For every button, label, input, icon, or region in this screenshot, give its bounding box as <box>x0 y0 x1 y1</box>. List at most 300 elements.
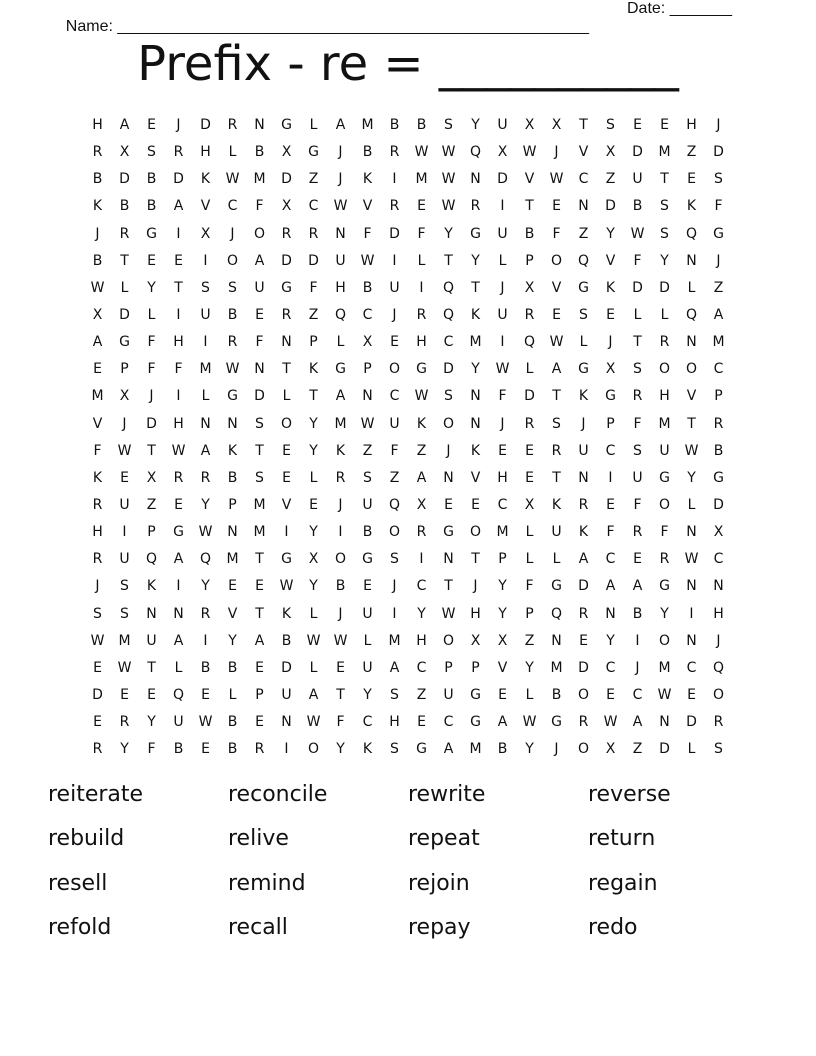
grid-letter[interactable]: S <box>201 279 210 296</box>
grid-letter[interactable]: C <box>443 714 454 731</box>
grid-letter[interactable]: R <box>578 714 589 731</box>
grid-letter[interactable]: G <box>659 469 670 486</box>
grid-letter[interactable]: W <box>279 578 294 595</box>
grid-letter[interactable]: T <box>255 605 264 622</box>
grid-letter[interactable]: V <box>227 605 238 622</box>
grid-letter[interactable]: J <box>95 225 100 242</box>
grid-letter[interactable]: S <box>255 469 264 486</box>
grid-letter[interactable]: Y <box>498 605 507 622</box>
grid-letter[interactable]: O <box>388 524 401 541</box>
grid-letter[interactable]: J <box>500 415 505 432</box>
grid-letter[interactable]: N <box>686 524 697 541</box>
grid-letter[interactable]: E <box>255 714 264 731</box>
grid-letter[interactable]: I <box>284 524 289 541</box>
grid-letter[interactable]: Y <box>309 524 318 541</box>
grid-letter[interactable]: Y <box>525 659 534 676</box>
grid-letter[interactable]: Q <box>334 306 347 323</box>
grid-letter[interactable]: O <box>658 496 671 513</box>
grid-letter[interactable]: B <box>200 659 211 676</box>
grid-letter[interactable]: B <box>632 605 643 622</box>
grid-letter[interactable]: P <box>444 659 453 676</box>
grid-letter[interactable]: T <box>255 551 264 568</box>
grid-letter[interactable]: O <box>658 361 671 378</box>
grid-letter[interactable]: F <box>93 442 102 459</box>
grid-letter[interactable]: U <box>146 632 157 649</box>
grid-letter[interactable]: N <box>254 361 265 378</box>
grid-letter[interactable]: G <box>416 361 427 378</box>
grid-letter[interactable]: B <box>254 144 265 161</box>
grid-letter[interactable]: M <box>253 171 266 188</box>
grid-letter[interactable]: P <box>606 415 615 432</box>
grid-letter[interactable]: C <box>605 442 616 459</box>
grid-letter[interactable]: K <box>92 198 103 215</box>
grid-letter[interactable]: J <box>554 741 559 758</box>
grid-letter[interactable]: X <box>470 632 481 649</box>
grid-letter[interactable]: D <box>281 171 292 188</box>
grid-letter[interactable]: E <box>606 496 615 513</box>
grid-letter[interactable]: L <box>228 686 237 703</box>
grid-letter[interactable]: N <box>362 388 373 405</box>
grid-letter[interactable]: F <box>498 388 507 405</box>
grid-letter[interactable]: C <box>578 171 589 188</box>
grid-letter[interactable]: E <box>201 686 210 703</box>
grid-letter[interactable]: D <box>443 361 454 378</box>
grid-letter[interactable]: S <box>120 605 129 622</box>
grid-letter[interactable]: I <box>176 225 181 242</box>
grid-letter[interactable]: R <box>92 144 103 161</box>
grid-letter[interactable]: G <box>713 469 724 486</box>
grid-letter[interactable]: K <box>551 496 562 513</box>
grid-letter[interactable]: Q <box>199 551 212 568</box>
grid-letter[interactable]: C <box>632 686 643 703</box>
grid-letter[interactable]: A <box>173 632 184 649</box>
grid-letter[interactable]: G <box>362 551 373 568</box>
grid-letter[interactable]: L <box>282 388 291 405</box>
grid-letter[interactable]: A <box>200 442 211 459</box>
grid-letter[interactable]: O <box>253 225 266 242</box>
grid-letter[interactable]: F <box>147 361 156 378</box>
grid-letter[interactable]: C <box>713 361 724 378</box>
grid-letter[interactable]: V <box>200 198 211 215</box>
grid-letter[interactable]: I <box>392 605 397 622</box>
grid-letter[interactable]: R <box>227 334 238 351</box>
grid-letter[interactable]: E <box>147 252 156 269</box>
grid-letter[interactable]: W <box>198 524 213 541</box>
grid-letter[interactable]: A <box>497 714 508 731</box>
grid-letter[interactable]: R <box>524 306 535 323</box>
grid-letter[interactable]: X <box>605 144 616 161</box>
grid-letter[interactable]: W <box>225 171 240 188</box>
grid-letter[interactable]: O <box>577 741 590 758</box>
grid-letter[interactable]: C <box>443 334 454 351</box>
grid-letter[interactable]: K <box>362 741 373 758</box>
grid-letter[interactable]: F <box>525 578 534 595</box>
grid-letter[interactable]: J <box>716 117 721 133</box>
grid-letter[interactable]: L <box>579 334 588 351</box>
grid-letter[interactable]: S <box>120 578 129 595</box>
grid-letter[interactable]: C <box>497 496 508 513</box>
grid-letter[interactable]: U <box>119 496 130 513</box>
grid-letter[interactable]: K <box>686 198 697 215</box>
grid-letter[interactable]: P <box>714 388 723 405</box>
grid-letter[interactable]: R <box>524 415 535 432</box>
grid-letter[interactable]: K <box>227 442 238 459</box>
grid-letter[interactable]: J <box>716 252 721 269</box>
grid-letter[interactable]: G <box>551 714 562 731</box>
grid-letter[interactable]: H <box>335 279 346 296</box>
grid-letter[interactable]: Z <box>308 171 319 188</box>
grid-letter[interactable]: J <box>122 415 127 432</box>
grid-letter[interactable]: Q <box>442 306 455 323</box>
grid-letter[interactable]: Y <box>525 741 534 758</box>
grid-letter[interactable]: R <box>119 225 130 242</box>
grid-letter[interactable]: Y <box>687 469 696 486</box>
grid-letter[interactable]: I <box>500 198 505 215</box>
grid-letter[interactable]: R <box>200 469 211 486</box>
grid-letter[interactable]: T <box>174 279 183 296</box>
grid-letter[interactable]: R <box>173 469 184 486</box>
grid-letter[interactable]: Z <box>605 171 616 188</box>
grid-letter[interactable]: E <box>147 117 156 133</box>
grid-letter[interactable]: D <box>713 144 724 161</box>
grid-letter[interactable]: H <box>416 334 427 351</box>
grid-letter[interactable]: N <box>200 415 211 432</box>
grid-letter[interactable]: M <box>658 144 671 161</box>
grid-letter[interactable]: A <box>119 117 130 133</box>
grid-letter[interactable]: A <box>254 632 265 649</box>
grid-letter[interactable]: L <box>363 632 372 649</box>
grid-letter[interactable]: O <box>280 415 293 432</box>
grid-letter[interactable]: Q <box>172 686 185 703</box>
grid-letter[interactable]: G <box>416 741 427 758</box>
grid-letter[interactable]: T <box>309 388 318 405</box>
grid-letter[interactable]: B <box>524 225 535 242</box>
grid-letter[interactable]: Y <box>471 117 480 133</box>
grid-letter[interactable]: E <box>201 741 210 758</box>
grid-letter[interactable]: N <box>173 605 184 622</box>
grid-letter[interactable]: U <box>443 686 454 703</box>
grid-letter[interactable]: O <box>469 524 482 541</box>
grid-letter[interactable]: J <box>149 388 154 405</box>
grid-letter[interactable]: R <box>416 306 427 323</box>
grid-letter[interactable]: H <box>200 144 211 161</box>
grid-letter[interactable]: Q <box>469 144 482 161</box>
grid-letter[interactable]: B <box>416 117 427 133</box>
grid-letter[interactable]: M <box>550 659 563 676</box>
grid-letter[interactable]: Z <box>146 496 157 513</box>
grid-letter[interactable]: C <box>362 306 373 323</box>
grid-letter[interactable]: R <box>713 415 724 432</box>
grid-letter[interactable]: Z <box>686 144 697 161</box>
grid-letter[interactable]: E <box>687 686 696 703</box>
grid-letter[interactable]: B <box>713 442 724 459</box>
grid-letter[interactable]: F <box>417 225 426 242</box>
grid-letter[interactable]: J <box>716 632 721 649</box>
grid-letter[interactable]: A <box>551 361 562 378</box>
grid-letter[interactable]: X <box>119 388 130 405</box>
grid-letter[interactable]: G <box>173 524 184 541</box>
grid-letter[interactable]: Q <box>523 334 536 351</box>
grid-letter[interactable]: T <box>255 442 264 459</box>
grid-letter[interactable]: Y <box>336 741 345 758</box>
grid-letter[interactable]: R <box>578 605 589 622</box>
grid-letter[interactable]: W <box>225 361 240 378</box>
grid-letter[interactable]: W <box>198 714 213 731</box>
grid-letter[interactable]: C <box>605 659 616 676</box>
grid-letter[interactable]: Q <box>685 225 698 242</box>
grid-letter[interactable]: T <box>471 551 480 568</box>
grid-letter[interactable]: K <box>281 605 292 622</box>
grid-letter[interactable]: D <box>524 388 535 405</box>
grid-letter[interactable]: U <box>335 252 346 269</box>
grid-letter[interactable]: I <box>500 334 505 351</box>
grid-letter[interactable]: U <box>119 551 130 568</box>
grid-letter[interactable]: L <box>309 659 318 676</box>
grid-letter[interactable]: M <box>469 334 482 351</box>
grid-letter[interactable]: F <box>633 252 642 269</box>
grid-letter[interactable]: D <box>119 171 130 188</box>
grid-letter[interactable]: L <box>687 741 696 758</box>
grid-letter[interactable]: E <box>417 714 426 731</box>
grid-letter[interactable]: M <box>415 171 428 188</box>
grid-letter[interactable]: O <box>388 361 401 378</box>
grid-letter[interactable]: J <box>554 144 559 161</box>
grid-letter[interactable]: I <box>608 469 613 486</box>
grid-letter[interactable]: M <box>658 659 671 676</box>
grid-letter[interactable]: W <box>684 442 699 459</box>
grid-letter[interactable]: V <box>686 388 697 405</box>
grid-letter[interactable]: F <box>363 225 372 242</box>
grid-letter[interactable]: D <box>173 171 184 188</box>
grid-letter[interactable]: D <box>578 659 589 676</box>
grid-letter[interactable]: Y <box>147 279 156 296</box>
grid-letter[interactable]: K <box>605 279 616 296</box>
grid-letter[interactable]: C <box>362 714 373 731</box>
grid-letter[interactable]: S <box>660 198 669 215</box>
grid-letter[interactable]: J <box>338 171 343 188</box>
grid-letter[interactable]: N <box>686 334 697 351</box>
grid-letter[interactable]: S <box>444 388 453 405</box>
grid-letter[interactable]: E <box>444 496 453 513</box>
grid-letter[interactable]: Y <box>606 632 615 649</box>
grid-letter[interactable]: I <box>284 741 289 758</box>
grid-letter[interactable]: T <box>282 361 291 378</box>
grid-letter[interactable]: L <box>552 551 561 568</box>
grid-letter[interactable]: N <box>335 225 346 242</box>
grid-letter[interactable]: G <box>578 279 589 296</box>
grid-letter[interactable]: F <box>174 361 183 378</box>
grid-letter[interactable]: I <box>203 252 208 269</box>
grid-letter[interactable]: H <box>92 524 103 541</box>
grid-letter[interactable]: B <box>146 198 157 215</box>
grid-letter[interactable]: E <box>363 578 372 595</box>
grid-letter[interactable]: W <box>441 171 456 188</box>
grid-letter[interactable]: X <box>605 741 616 758</box>
grid-letter[interactable]: B <box>146 171 157 188</box>
grid-letter[interactable]: E <box>606 306 615 323</box>
grid-letter[interactable]: B <box>227 714 238 731</box>
grid-letter[interactable]: K <box>416 415 427 432</box>
grid-letter[interactable]: E <box>579 632 588 649</box>
grid-letter[interactable]: D <box>632 144 643 161</box>
grid-letter[interactable]: R <box>92 741 103 758</box>
grid-letter[interactable]: W <box>90 632 105 649</box>
grid-letter[interactable]: A <box>713 306 724 323</box>
grid-letter[interactable]: F <box>336 714 345 731</box>
grid-letter[interactable]: D <box>497 171 508 188</box>
grid-letter[interactable]: N <box>578 469 589 486</box>
grid-letter[interactable]: U <box>632 469 643 486</box>
grid-letter[interactable]: Y <box>228 632 237 649</box>
grid-letter[interactable]: G <box>470 225 481 242</box>
grid-letter[interactable]: Y <box>606 225 615 242</box>
grid-letter[interactable]: E <box>309 496 318 513</box>
grid-letter[interactable]: R <box>470 198 481 215</box>
grid-letter[interactable]: B <box>173 741 184 758</box>
grid-letter[interactable]: N <box>443 551 454 568</box>
grid-letter[interactable]: H <box>416 632 427 649</box>
grid-letter[interactable]: D <box>119 306 130 323</box>
grid-letter[interactable]: B <box>362 279 373 296</box>
grid-letter[interactable]: E <box>255 306 264 323</box>
grid-letter[interactable]: H <box>497 469 508 486</box>
grid-letter[interactable]: M <box>91 388 104 405</box>
grid-letter[interactable]: D <box>632 279 643 296</box>
grid-letter[interactable]: S <box>714 741 723 758</box>
grid-letter[interactable]: L <box>309 469 318 486</box>
grid-letter[interactable]: I <box>176 578 181 595</box>
grid-letter[interactable]: A <box>173 551 184 568</box>
grid-letter[interactable]: X <box>551 117 562 133</box>
grid-letter[interactable]: D <box>713 496 724 513</box>
grid-letter[interactable]: W <box>603 714 618 731</box>
grid-letter[interactable]: C <box>416 578 427 595</box>
grid-letter[interactable]: S <box>606 117 615 133</box>
grid-letter[interactable]: A <box>632 714 643 731</box>
grid-letter[interactable]: S <box>228 279 237 296</box>
grid-letter[interactable]: L <box>120 279 129 296</box>
grid-letter[interactable]: U <box>578 442 589 459</box>
grid-letter[interactable]: B <box>497 741 508 758</box>
grid-letter[interactable]: Y <box>660 605 669 622</box>
grid-letter[interactable]: D <box>686 714 697 731</box>
grid-letter[interactable]: S <box>390 741 399 758</box>
grid-letter[interactable]: Q <box>712 659 725 676</box>
grid-letter[interactable]: Q <box>577 252 590 269</box>
grid-letter[interactable]: E <box>498 442 507 459</box>
grid-letter[interactable]: W <box>441 605 456 622</box>
grid-letter[interactable]: B <box>227 306 238 323</box>
grid-letter[interactable]: S <box>363 469 372 486</box>
grid-letter[interactable]: U <box>362 496 373 513</box>
grid-letter[interactable]: W <box>657 686 672 703</box>
grid-letter[interactable]: R <box>416 524 427 541</box>
grid-letter[interactable]: G <box>659 578 670 595</box>
grid-letter[interactable]: Y <box>471 361 480 378</box>
grid-letter[interactable]: D <box>254 388 265 405</box>
grid-letter[interactable]: P <box>498 551 507 568</box>
grid-letter[interactable]: G <box>281 279 292 296</box>
grid-letter[interactable]: E <box>552 198 561 215</box>
grid-letter[interactable]: R <box>578 496 589 513</box>
grid-letter[interactable]: Y <box>201 496 210 513</box>
grid-letter[interactable]: H <box>173 334 184 351</box>
grid-letter[interactable]: A <box>254 252 265 269</box>
grid-letter[interactable]: X <box>524 117 535 133</box>
grid-letter[interactable]: U <box>281 686 292 703</box>
grid-letter[interactable]: E <box>93 714 102 731</box>
grid-letter[interactable]: Q <box>442 279 455 296</box>
grid-letter[interactable]: W <box>549 334 564 351</box>
grid-letter[interactable]: F <box>255 198 264 215</box>
grid-letter[interactable]: X <box>416 496 427 513</box>
grid-letter[interactable]: W <box>306 632 321 649</box>
grid-letter[interactable]: B <box>389 117 400 133</box>
grid-letter[interactable]: F <box>633 496 642 513</box>
grid-letter[interactable]: U <box>389 279 400 296</box>
grid-letter[interactable]: X <box>497 144 508 161</box>
grid-letter[interactable]: J <box>338 144 343 161</box>
grid-letter[interactable]: Y <box>309 578 318 595</box>
grid-letter[interactable]: Z <box>308 306 319 323</box>
grid-letter[interactable]: K <box>146 578 157 595</box>
grid-letter[interactable]: W <box>90 279 105 296</box>
grid-letter[interactable]: Z <box>713 279 724 296</box>
grid-letter[interactable]: O <box>577 686 590 703</box>
grid-letter[interactable]: R <box>659 334 670 351</box>
grid-letter[interactable]: D <box>92 686 103 703</box>
grid-letter[interactable]: I <box>419 551 424 568</box>
grid-letter[interactable]: S <box>552 415 561 432</box>
grid-letter[interactable]: B <box>119 198 130 215</box>
grid-letter[interactable]: Z <box>632 741 643 758</box>
grid-letter[interactable]: Y <box>120 741 129 758</box>
grid-letter[interactable]: B <box>227 659 238 676</box>
grid-letter[interactable]: C <box>308 198 319 215</box>
grid-letter[interactable]: Y <box>444 225 453 242</box>
grid-letter[interactable]: W <box>549 171 564 188</box>
grid-letter[interactable]: W <box>441 144 456 161</box>
grid-letter[interactable]: Y <box>417 605 426 622</box>
grid-letter[interactable]: W <box>414 388 429 405</box>
grid-letter[interactable]: I <box>122 524 127 541</box>
grid-letter[interactable]: O <box>307 741 320 758</box>
grid-letter[interactable]: Y <box>471 252 480 269</box>
grid-letter[interactable]: P <box>228 496 237 513</box>
grid-letter[interactable]: D <box>146 415 157 432</box>
grid-letter[interactable]: R <box>389 144 400 161</box>
grid-letter[interactable]: I <box>203 334 208 351</box>
grid-letter[interactable]: X <box>497 632 508 649</box>
grid-letter[interactable]: N <box>686 578 697 595</box>
grid-letter[interactable]: F <box>255 334 264 351</box>
grid-letter[interactable]: B <box>92 171 103 188</box>
grid-letter[interactable]: W <box>414 144 429 161</box>
grid-letter[interactable]: P <box>363 361 372 378</box>
grid-letter[interactable]: Z <box>362 442 373 459</box>
grid-letter[interactable]: J <box>176 117 181 133</box>
grid-letter[interactable]: M <box>253 524 266 541</box>
grid-letter[interactable]: J <box>446 442 451 459</box>
grid-letter[interactable]: T <box>525 198 534 215</box>
grid-letter[interactable]: U <box>362 605 373 622</box>
grid-letter[interactable]: G <box>146 225 157 242</box>
grid-letter[interactable]: R <box>227 117 238 133</box>
grid-letter[interactable]: F <box>147 741 156 758</box>
grid-letter[interactable]: O <box>334 551 347 568</box>
grid-letter[interactable]: N <box>686 632 697 649</box>
grid-letter[interactable]: E <box>147 686 156 703</box>
